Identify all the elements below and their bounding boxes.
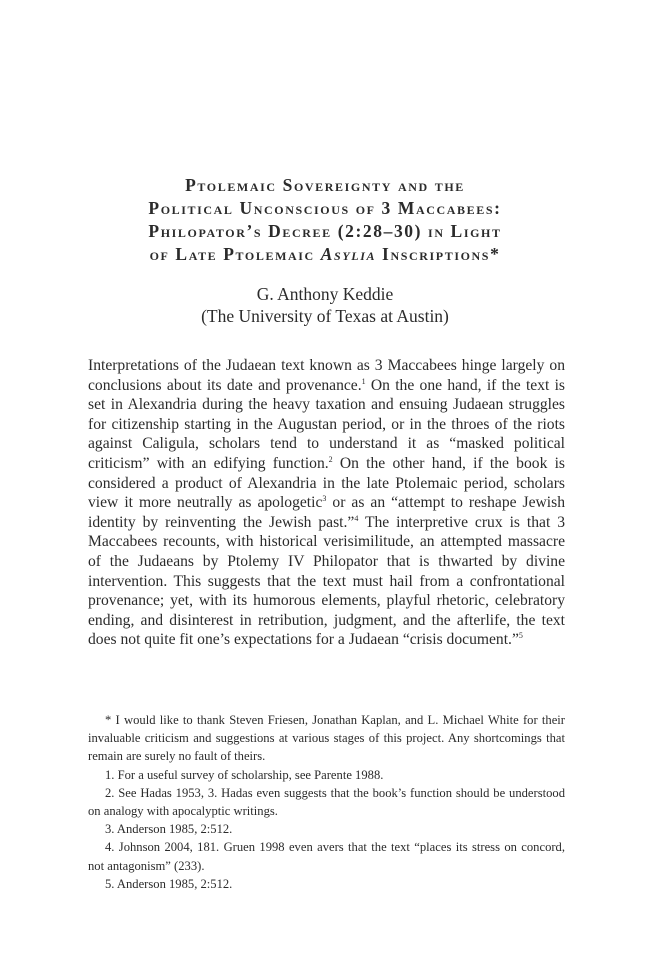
author-name: G. Anthony Keddie xyxy=(256,284,394,304)
footnote-ref-1[interactable]: 1 xyxy=(361,376,366,386)
title-line-3: Philopator’s Decree (2:28–30) in Light xyxy=(148,221,502,241)
footnotes-section xyxy=(88,711,565,893)
footnote-acknowledgment: * I would like to thank Steven Friesen, Jonathan Kaplan, and L. Michael White for their invaluable criticism and suggestions at various stages of this project. Any shortcomings that remain are surely no fault of theirs. xyxy=(88,713,565,764)
footnote-4: 4. Johnson 2004, 181. Gruen 1998 even avers that the text “places its stress on concord, not antagonism” (233). xyxy=(88,840,565,873)
footnote-2: 2. See Hadas 1953, 3. Hadas even suggests that the book’s function should be understood on analogy with apocalyptic writings. xyxy=(88,785,565,819)
body-sentence-2: On the one hand, if the text is set in Alexandria during the heavy taxation and ensuing Judaean struggles for citizenship starting in the Augustan period, or in the throes of the riots against Caligula, scholars tend to understand it as “masked political criticism” with an edifying function. xyxy=(88,376,565,472)
body-sentence-5: The interpretive crux is that 3 Maccabees recounts, with historical verisimilitude, an attempted massacre of the Judaeans by Ptolemy IV Philopator that is thwarted by divine intervention. This suggests that the text must hail from a confrontational provenance; yet, with its humorous elements, playful rhetoric, celebratory ending, and disinterest in retribution, judgment, and the afterlife, the text does not quite fit one’s expectations for a Judaean “crisis document.” xyxy=(88,513,566,649)
body-sentence-1: Interpretations of the Judaean text known as 3 Maccabees hinge largely on conclusions about its date and provenance. xyxy=(88,357,565,394)
footnote-3: 3. Anderson 1985, 2:512. xyxy=(105,822,233,837)
title-line-4 xyxy=(60,243,590,266)
footnote-ref-3[interactable]: 3 xyxy=(322,493,327,503)
article-title xyxy=(60,174,590,266)
title-line-4-end: Inscriptions* xyxy=(376,244,501,264)
author-affiliation: (The University of Texas at Austin) xyxy=(201,306,449,326)
title-line-4-start: of Late Ptolemaic xyxy=(149,244,321,264)
title-line-2: Political Unconscious of 3 Maccabees: xyxy=(148,198,502,218)
footnote-5: 5. Anderson 1985, 2:512. xyxy=(105,876,233,891)
title-asylia: Asylia xyxy=(320,244,377,264)
title-line-1: Ptolemaic Sovereignty and the xyxy=(185,175,465,195)
footnote-ref-4[interactable]: 4 xyxy=(354,513,359,523)
body-sentence-4: or as an “attempt to reshape Jewish identity by reinventing the Jewish past.” xyxy=(88,494,566,531)
footnote-ref-2[interactable]: 2 xyxy=(328,454,333,464)
footnote-1: 1. For a useful survey of scholarship, see Parente 1988. xyxy=(105,767,384,782)
footnote-ref-5[interactable]: 5 xyxy=(518,631,523,641)
author-block xyxy=(60,283,590,327)
body-sentence-3: On the other hand, if the book is considered a product of Alexandria in the late Ptolemaic period, scholars view it more neutrally as apologetic xyxy=(88,454,565,512)
body-paragraph xyxy=(88,356,565,650)
